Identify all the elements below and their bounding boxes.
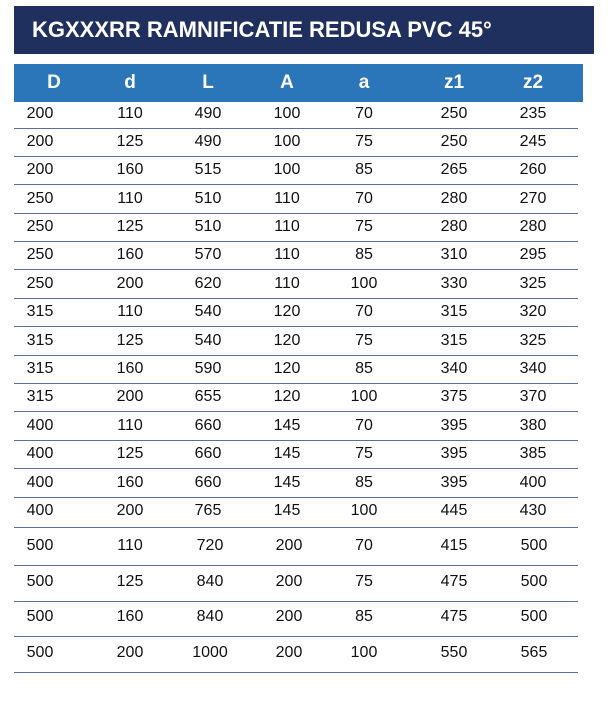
table-cell-col-a: 120 <box>273 332 301 349</box>
table-cell-col-a: 100 <box>273 133 301 150</box>
table-cell-col-d-outer: 250 <box>26 190 54 207</box>
table-cell-col-a: 200 <box>275 573 303 590</box>
table-cell-col-a: 200 <box>275 644 303 661</box>
table-cell-col-d-outer: 400 <box>26 445 54 462</box>
table-cell-col-d-outer: 315 <box>26 360 54 377</box>
table-cell-col-a-small: 100 <box>350 644 378 661</box>
table-cell-col-z1: 550 <box>440 644 468 661</box>
table-cell-col-z2: 385 <box>519 445 547 462</box>
table-row <box>14 530 578 566</box>
table-cell-col-z1: 280 <box>440 190 468 207</box>
header-col-d-outer: D <box>47 72 61 93</box>
header-col-l: L <box>202 72 214 93</box>
table-cell-col-d-outer: 500 <box>26 608 54 625</box>
table-cell-col-z1: 280 <box>440 218 468 235</box>
table-cell-col-d-inner: 160 <box>116 161 144 178</box>
table-cell-col-a: 110 <box>274 275 300 292</box>
table-cell-col-z1: 310 <box>440 246 468 263</box>
table-cell-col-d-outer: 250 <box>26 246 54 263</box>
table-row <box>14 566 578 602</box>
table-cell-col-z2: 340 <box>519 360 547 377</box>
table-cell-col-z2: 430 <box>519 502 547 519</box>
table-row <box>14 330 578 356</box>
table-cell-col-a: 145 <box>273 502 301 519</box>
table-row <box>14 131 578 157</box>
table-cell-col-a-small: 70 <box>355 105 373 122</box>
table-cell-col-l: 765 <box>194 502 222 519</box>
table-cell-col-z1: 415 <box>440 537 468 554</box>
table-cell-col-a: 120 <box>273 388 301 405</box>
table-cell-col-l: 655 <box>194 388 222 405</box>
table-cell-col-z1: 340 <box>440 360 468 377</box>
table-cell-col-z2: 400 <box>519 474 547 491</box>
table-cell-col-a: 100 <box>273 161 301 178</box>
table-cell-col-a: 200 <box>275 608 303 625</box>
table-cell-col-z2: 245 <box>519 133 547 150</box>
table-cell-col-a-small: 75 <box>355 218 373 235</box>
table-cell-col-l: 590 <box>194 360 222 377</box>
table-cell-col-a-small: 70 <box>355 190 373 207</box>
table-row <box>14 273 578 299</box>
table-cell-col-z2: 270 <box>519 190 547 207</box>
table-cell-col-d-inner: 160 <box>116 246 144 263</box>
table-cell-col-z1: 395 <box>440 474 468 491</box>
table-cell-col-d-outer: 315 <box>26 303 54 320</box>
table-cell-col-z2: 500 <box>520 573 548 590</box>
table-cell-col-a-small: 75 <box>355 332 373 349</box>
table-cell-col-a-small: 70 <box>355 417 373 434</box>
table-cell-col-z1: 375 <box>440 388 468 405</box>
table-row <box>14 159 578 185</box>
table-cell-col-z2: 500 <box>520 608 548 625</box>
table-cell-col-l: 540 <box>194 303 222 320</box>
table-cell-col-d-outer: 200 <box>26 105 54 122</box>
table-cell-col-d-inner: 125 <box>116 133 144 150</box>
table-cell-col-a: 110 <box>274 246 300 263</box>
table-cell-col-a: 120 <box>273 360 301 377</box>
table-cell-col-d-inner: 160 <box>116 608 144 625</box>
table-row <box>14 443 578 469</box>
header-col-a: A <box>280 72 294 93</box>
table-cell-col-d-inner: 125 <box>116 332 144 349</box>
table-cell-col-z1: 475 <box>440 573 468 590</box>
table-cell-col-z1: 445 <box>440 502 468 519</box>
header-col-d-inner: d <box>124 72 136 93</box>
table-cell-col-d-outer: 500 <box>26 644 54 661</box>
table-cell-col-d-inner: 125 <box>116 218 144 235</box>
table-cell-col-z1: 250 <box>440 105 468 122</box>
table-cell-col-d-inner: 200 <box>116 644 144 661</box>
table-cell-col-l: 660 <box>194 417 222 434</box>
table-cell-col-d-inner: 110 <box>117 537 143 554</box>
table-cell-col-z1: 330 <box>440 275 468 292</box>
table-row <box>14 103 578 129</box>
table-cell-col-d-outer: 400 <box>26 417 54 434</box>
table-cell-col-d-inner: 110 <box>117 417 143 434</box>
table-cell-col-a-small: 85 <box>355 608 373 625</box>
table-cell-col-l: 620 <box>194 275 222 292</box>
table-cell-col-d-inner: 160 <box>116 360 144 377</box>
table-cell-col-a-small: 100 <box>350 388 378 405</box>
table-cell-col-a-small: 100 <box>350 275 378 292</box>
table-cell-col-d-inner: 110 <box>117 303 143 320</box>
table-cell-col-l: 660 <box>194 445 222 462</box>
table-cell-col-l: 490 <box>194 105 222 122</box>
table-cell-col-z2: 260 <box>519 161 547 178</box>
page-title: KGXXXRR RAMNIFICATIE REDUSA PVC 45° <box>14 6 594 54</box>
table-cell-col-a: 145 <box>273 417 301 434</box>
table-cell-col-z1: 265 <box>440 161 468 178</box>
table-row <box>14 601 578 637</box>
table-cell-col-a-small: 85 <box>355 161 373 178</box>
table-cell-col-a-small: 85 <box>355 474 373 491</box>
table-cell-col-l: 840 <box>196 608 224 625</box>
table-cell-col-z2: 500 <box>520 537 548 554</box>
table-cell-col-z1: 315 <box>440 303 468 320</box>
table-cell-col-a-small: 75 <box>355 573 373 590</box>
table-row <box>14 500 578 528</box>
table-cell-col-l: 510 <box>194 190 222 207</box>
table-cell-col-d-inner: 125 <box>116 445 144 462</box>
table-cell-col-a: 145 <box>273 474 301 491</box>
table-cell-col-d-outer: 400 <box>26 502 54 519</box>
table-header <box>14 64 583 102</box>
table-row <box>14 216 578 242</box>
table-cell-col-z1: 315 <box>440 332 468 349</box>
table-cell-col-a: 120 <box>273 303 301 320</box>
table-cell-col-l: 570 <box>194 246 222 263</box>
table-cell-col-d-inner: 200 <box>116 388 144 405</box>
table-cell-col-l: 515 <box>194 161 222 178</box>
table-cell-col-z1: 250 <box>440 133 468 150</box>
table-cell-col-a: 100 <box>273 105 301 122</box>
table-row <box>14 358 578 384</box>
table-cell-col-z2: 320 <box>519 303 547 320</box>
table-cell-col-z2: 380 <box>519 417 547 434</box>
table-cell-col-z2: 565 <box>520 644 548 661</box>
table-cell-col-d-outer: 200 <box>26 133 54 150</box>
table-cell-col-z1: 395 <box>440 445 468 462</box>
table-cell-col-a-small: 85 <box>355 246 373 263</box>
table-row <box>14 472 578 498</box>
table-cell-col-a: 145 <box>273 445 301 462</box>
table-cell-col-z2: 325 <box>519 332 547 349</box>
table-cell-col-a-small: 75 <box>355 133 373 150</box>
table-cell-col-d-outer: 400 <box>26 474 54 491</box>
table-cell-col-d-inner: 200 <box>116 502 144 519</box>
table-row <box>14 386 578 412</box>
table-cell-col-a-small: 75 <box>355 445 373 462</box>
table-cell-col-d-outer: 250 <box>26 275 54 292</box>
table-row <box>14 244 578 270</box>
table-cell-col-l: 490 <box>194 133 222 150</box>
header-col-z1: z1 <box>443 72 465 93</box>
table-cell-col-d-outer: 250 <box>26 218 54 235</box>
table-cell-col-l: 840 <box>196 573 224 590</box>
table-cell-col-a-small: 100 <box>350 502 378 519</box>
table-cell-col-d-inner: 110 <box>117 105 143 122</box>
table-cell-col-z2: 325 <box>519 275 547 292</box>
table-cell-col-l: 540 <box>194 332 222 349</box>
table-cell-col-z1: 395 <box>440 417 468 434</box>
table-cell-col-d-inner: 160 <box>116 474 144 491</box>
table-cell-col-d-inner: 125 <box>116 573 144 590</box>
header-col-z2: z2 <box>522 72 544 93</box>
table-row <box>14 188 578 214</box>
table-cell-col-a-small: 85 <box>355 360 373 377</box>
table-cell-col-a: 200 <box>275 537 303 554</box>
table-cell-col-z1: 475 <box>440 608 468 625</box>
table-cell-col-a-small: 70 <box>355 303 373 320</box>
table-cell-col-d-outer: 500 <box>26 537 54 554</box>
table-cell-col-a: 110 <box>274 218 300 235</box>
table-row <box>14 301 578 327</box>
table-cell-col-d-outer: 200 <box>26 161 54 178</box>
table-cell-col-l: 1000 <box>192 644 228 661</box>
table-cell-col-z2: 280 <box>519 218 547 235</box>
table-row <box>14 637 578 673</box>
table-cell-col-l: 660 <box>194 474 222 491</box>
table-cell-col-a-small: 70 <box>355 537 373 554</box>
table-cell-col-d-inner: 110 <box>117 190 143 207</box>
table-cell-col-z2: 235 <box>519 105 547 122</box>
table-cell-col-d-outer: 315 <box>26 332 54 349</box>
table-cell-col-d-outer: 500 <box>26 573 54 590</box>
table-cell-col-z2: 370 <box>519 388 547 405</box>
table-cell-col-d-outer: 315 <box>26 388 54 405</box>
table-cell-col-a: 110 <box>274 190 300 207</box>
header-col-a-small: a <box>358 72 370 93</box>
table-cell-col-d-inner: 200 <box>116 275 144 292</box>
table-cell-col-l: 720 <box>196 537 224 554</box>
table-cell-col-l: 510 <box>194 218 222 235</box>
table-cell-col-z2: 295 <box>519 246 547 263</box>
table-row <box>14 415 578 441</box>
